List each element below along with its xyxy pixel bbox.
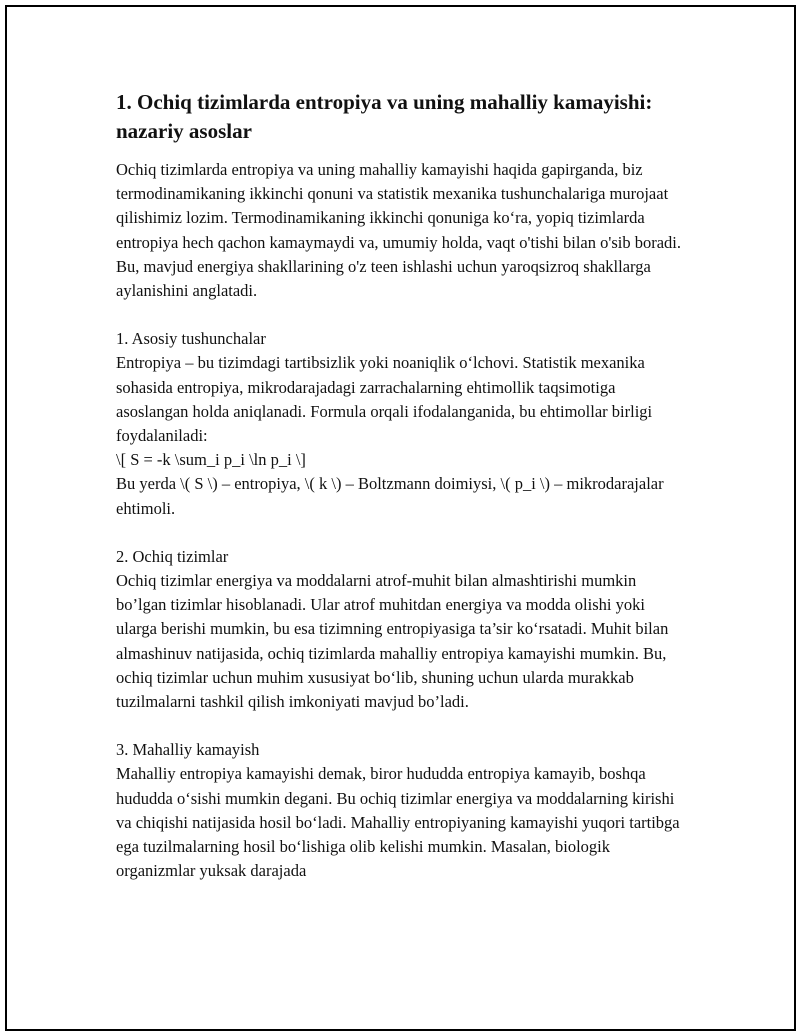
document-body — [116, 88, 686, 883]
section-body: Ochiq tizimlar energiya va moddalarni atrof-muhit bilan almashtirishi mumkin bo’lgan tizimlar hisoblanadi. Ular atrof muhitdan energiya va modda olishi yoki ularga berishi mumkin, bu esa tizimning entropiyasiga ta’sir ko‘rsatadi. Muhit bilan almashinuv natijasida, ochiq tizimlarda mahalliy entropiya kamayishi mumkin. Bu, ochiq tizimlar uchun muhim xususiyat bo‘lib, shuning uchun ularda murakkab tuzilmalarni tashkil qilish imkoniyati mavjud bo’ladi. — [116, 571, 669, 712]
section-basic-concepts — [116, 327, 686, 521]
intro-paragraph: Ochiq tizimlarda entropiya va uning mahalliy kamayishi haqida gapirganda, biz termodinamikaning ikkinchi qonuni va statistik mexanika tushunchalariga murojaat qilishimiz lozim. Termodinamikaning ikkinchi qonuniga ko‘ra, yopiq tizimlarda entropiya hech qachon kamaymaydi va, umumiy holda, vaqt o'tishi bilan o'sib boradi. Bu, mavjud energiya shakllarining o'z teen ishlashi uchun yaroqsizroq shakllarga aylanishini anglatadi. — [116, 160, 681, 301]
section-open-systems — [116, 545, 686, 714]
document-title: 1. Ochiq tizimlarda entropiya va uning mahalliy kamayishi: nazariy asoslar — [116, 90, 653, 143]
section-body: Mahalliy entropiya kamayishi demak, biror hududda entropiya kamayib, boshqa hududda o‘sishi mumkin degani. Bu ochiq tizimlar energiya va moddalarning kirishi va chiqishi natijasida hosil bo‘ladi. Mahalliy entropiyaning kamayishi yuqori tartibga ega tuzilmalarning hosil bo‘lishiga olib kelishi mumkin. Masalan, biologik organizmlar yuksak darajada — [116, 764, 680, 881]
section-local-decrease — [116, 738, 686, 883]
section-heading: 3. Mahalliy kamayish — [116, 740, 260, 760]
section-heading: 1. Asosiy tushunchalar — [116, 329, 266, 349]
section-heading: 2. Ochiq tizimlar — [116, 546, 229, 566]
section-body: Entropiya – bu tizimdagi tartibsizlik yoki noaniqlik o‘lchovi. Statistik mexanika sohasida entropiya, mikrodarajadagi zarrachalarning ehtimollik taqsimotiga asoslangan holda aniqlanadi. Formula orqali ifodalanganida, bu ehtimollar birligi foydalaniladi: \[ S = -k \sum_i p_i \ln p_i \] Bu yerda \( S \) – entropiya, \( k \) – Boltzmann doimiysi, \( p_i \) – mikrodarajalar ehtimoli. — [116, 353, 664, 518]
